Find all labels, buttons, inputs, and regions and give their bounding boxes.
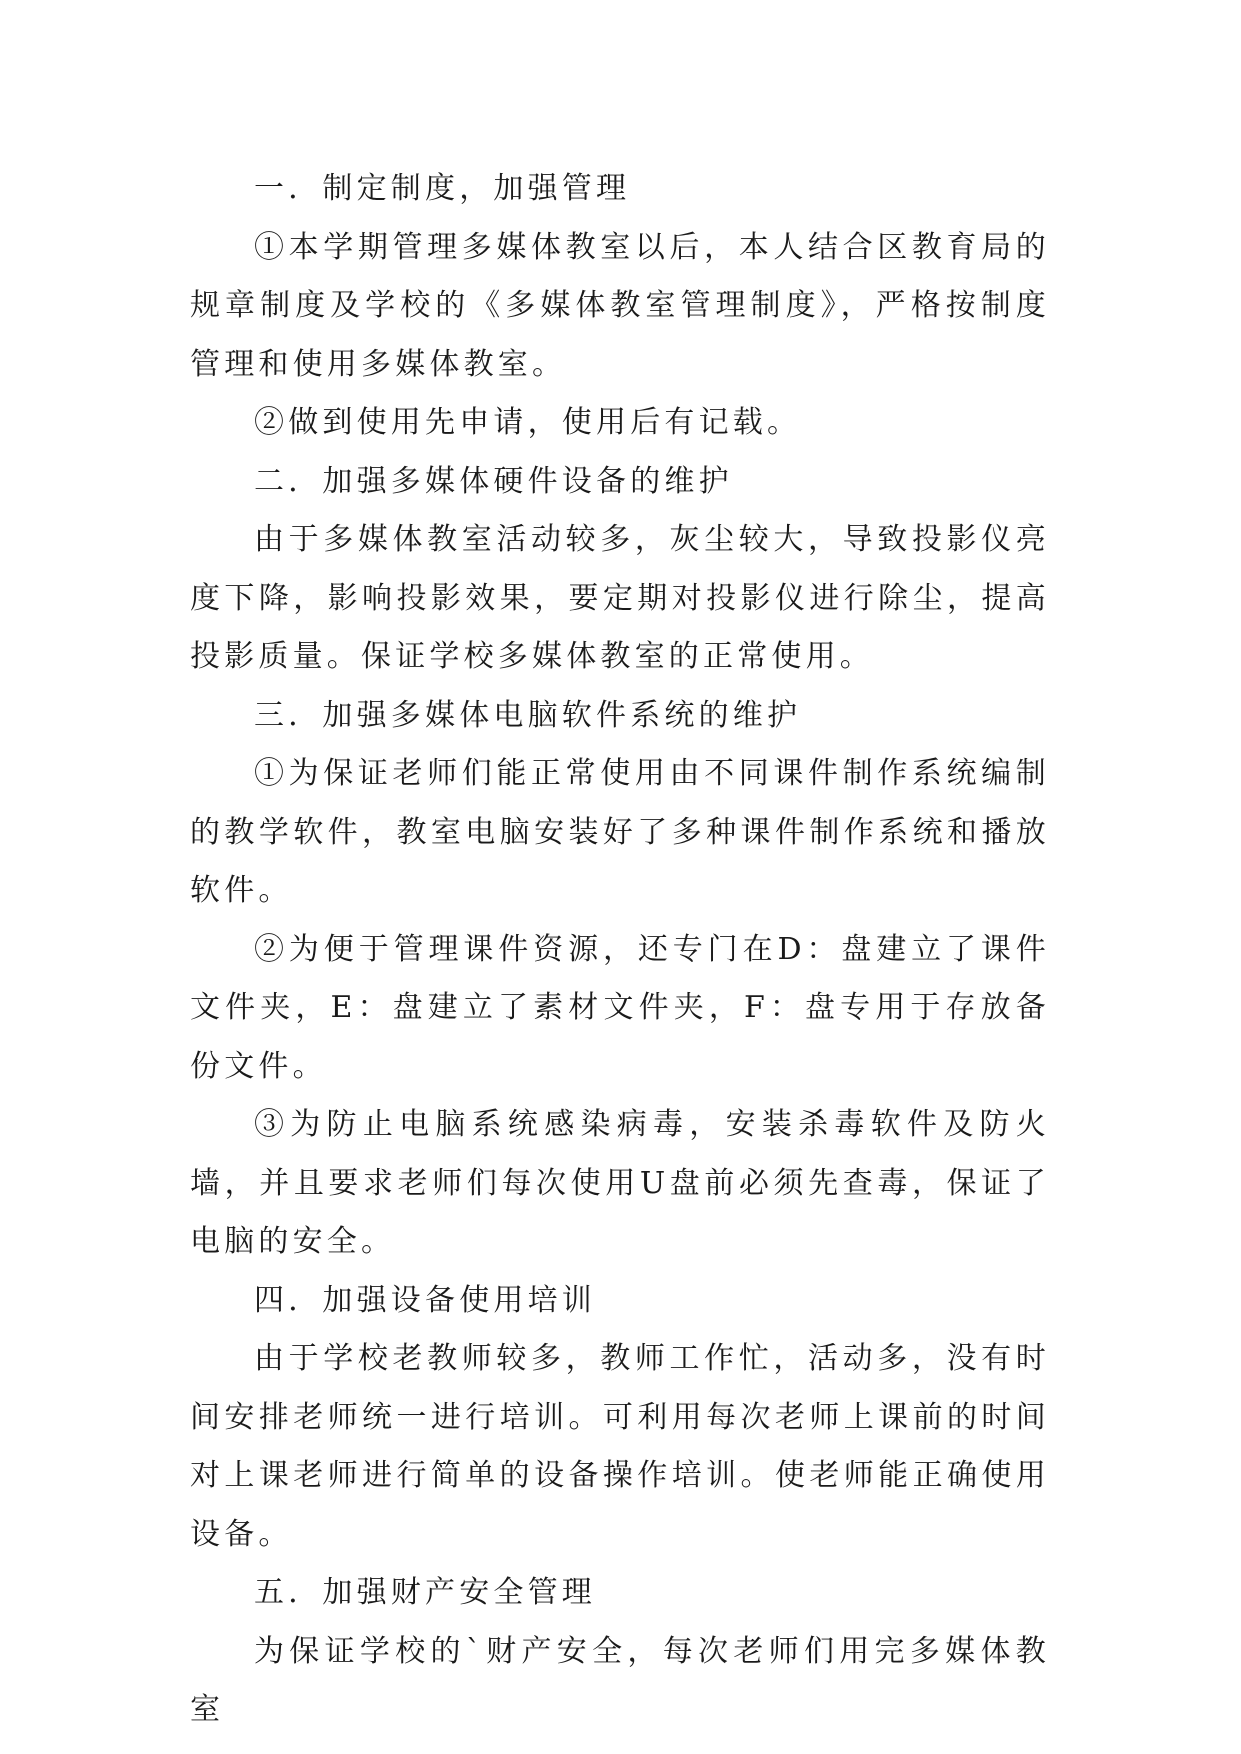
section-heading-2: 二．加强多媒体硬件设备的维护 [254,463,733,499]
paragraph: 由于学校老教师较多，教师工作忙，活动多，没有时间安排老师统一进行培训。可利用每次老师上课前的时间对上课老师进行简单的设备操作培训。使老师能正确使用设备。 [190,1341,1050,1552]
paragraph: 为保证学校的`财产安全，每次老师们用完多媒体教室 [190,1633,1050,1727]
paragraph: ①为保证老师们能正常使用由不同课件制作系统编制的教学软件，教室电脑安装好了多种课件制作系统和播放软件。 [190,756,1050,908]
paragraph: 由于多媒体教室活动较多，灰尘较大，导致投影仪亮度下降，影响投影效果，要定期对投影仪进行除尘，提高投影质量。保证学校多媒体教室的正常使用。 [190,522,1050,674]
document-page [190,160,1050,1740]
section-heading-3: 三．加强多媒体电脑软件系统的维护 [254,697,802,733]
paragraph: ②为便于管理课件资源，还专门在D：盘建立了课件文件夹，E：盘建立了素材文件夹，F：盘专用于存放备份文件。 [190,931,1050,1084]
paragraph: ②做到使用先申请，使用后有记载。 [254,405,802,440]
section-heading-5: 五．加强财产安全管理 [254,1575,596,1610]
section-heading-4: 四．加强设备使用培训 [254,1282,596,1318]
paragraph: ①本学期管理多媒体教室以后，本人结合区教育局的规章制度及学校的《多媒体教室管理制度》，严格按制度管理和使用多媒体教室。 [190,229,1050,382]
section-heading-1: 一．制定制度，加强管理 [254,171,631,206]
paragraph: ③为防止电脑系统感染病毒，安装杀毒软件及防火墙，并且要求老师们每次使用U盘前必须先查毒，保证了电脑的安全。 [190,1107,1050,1259]
